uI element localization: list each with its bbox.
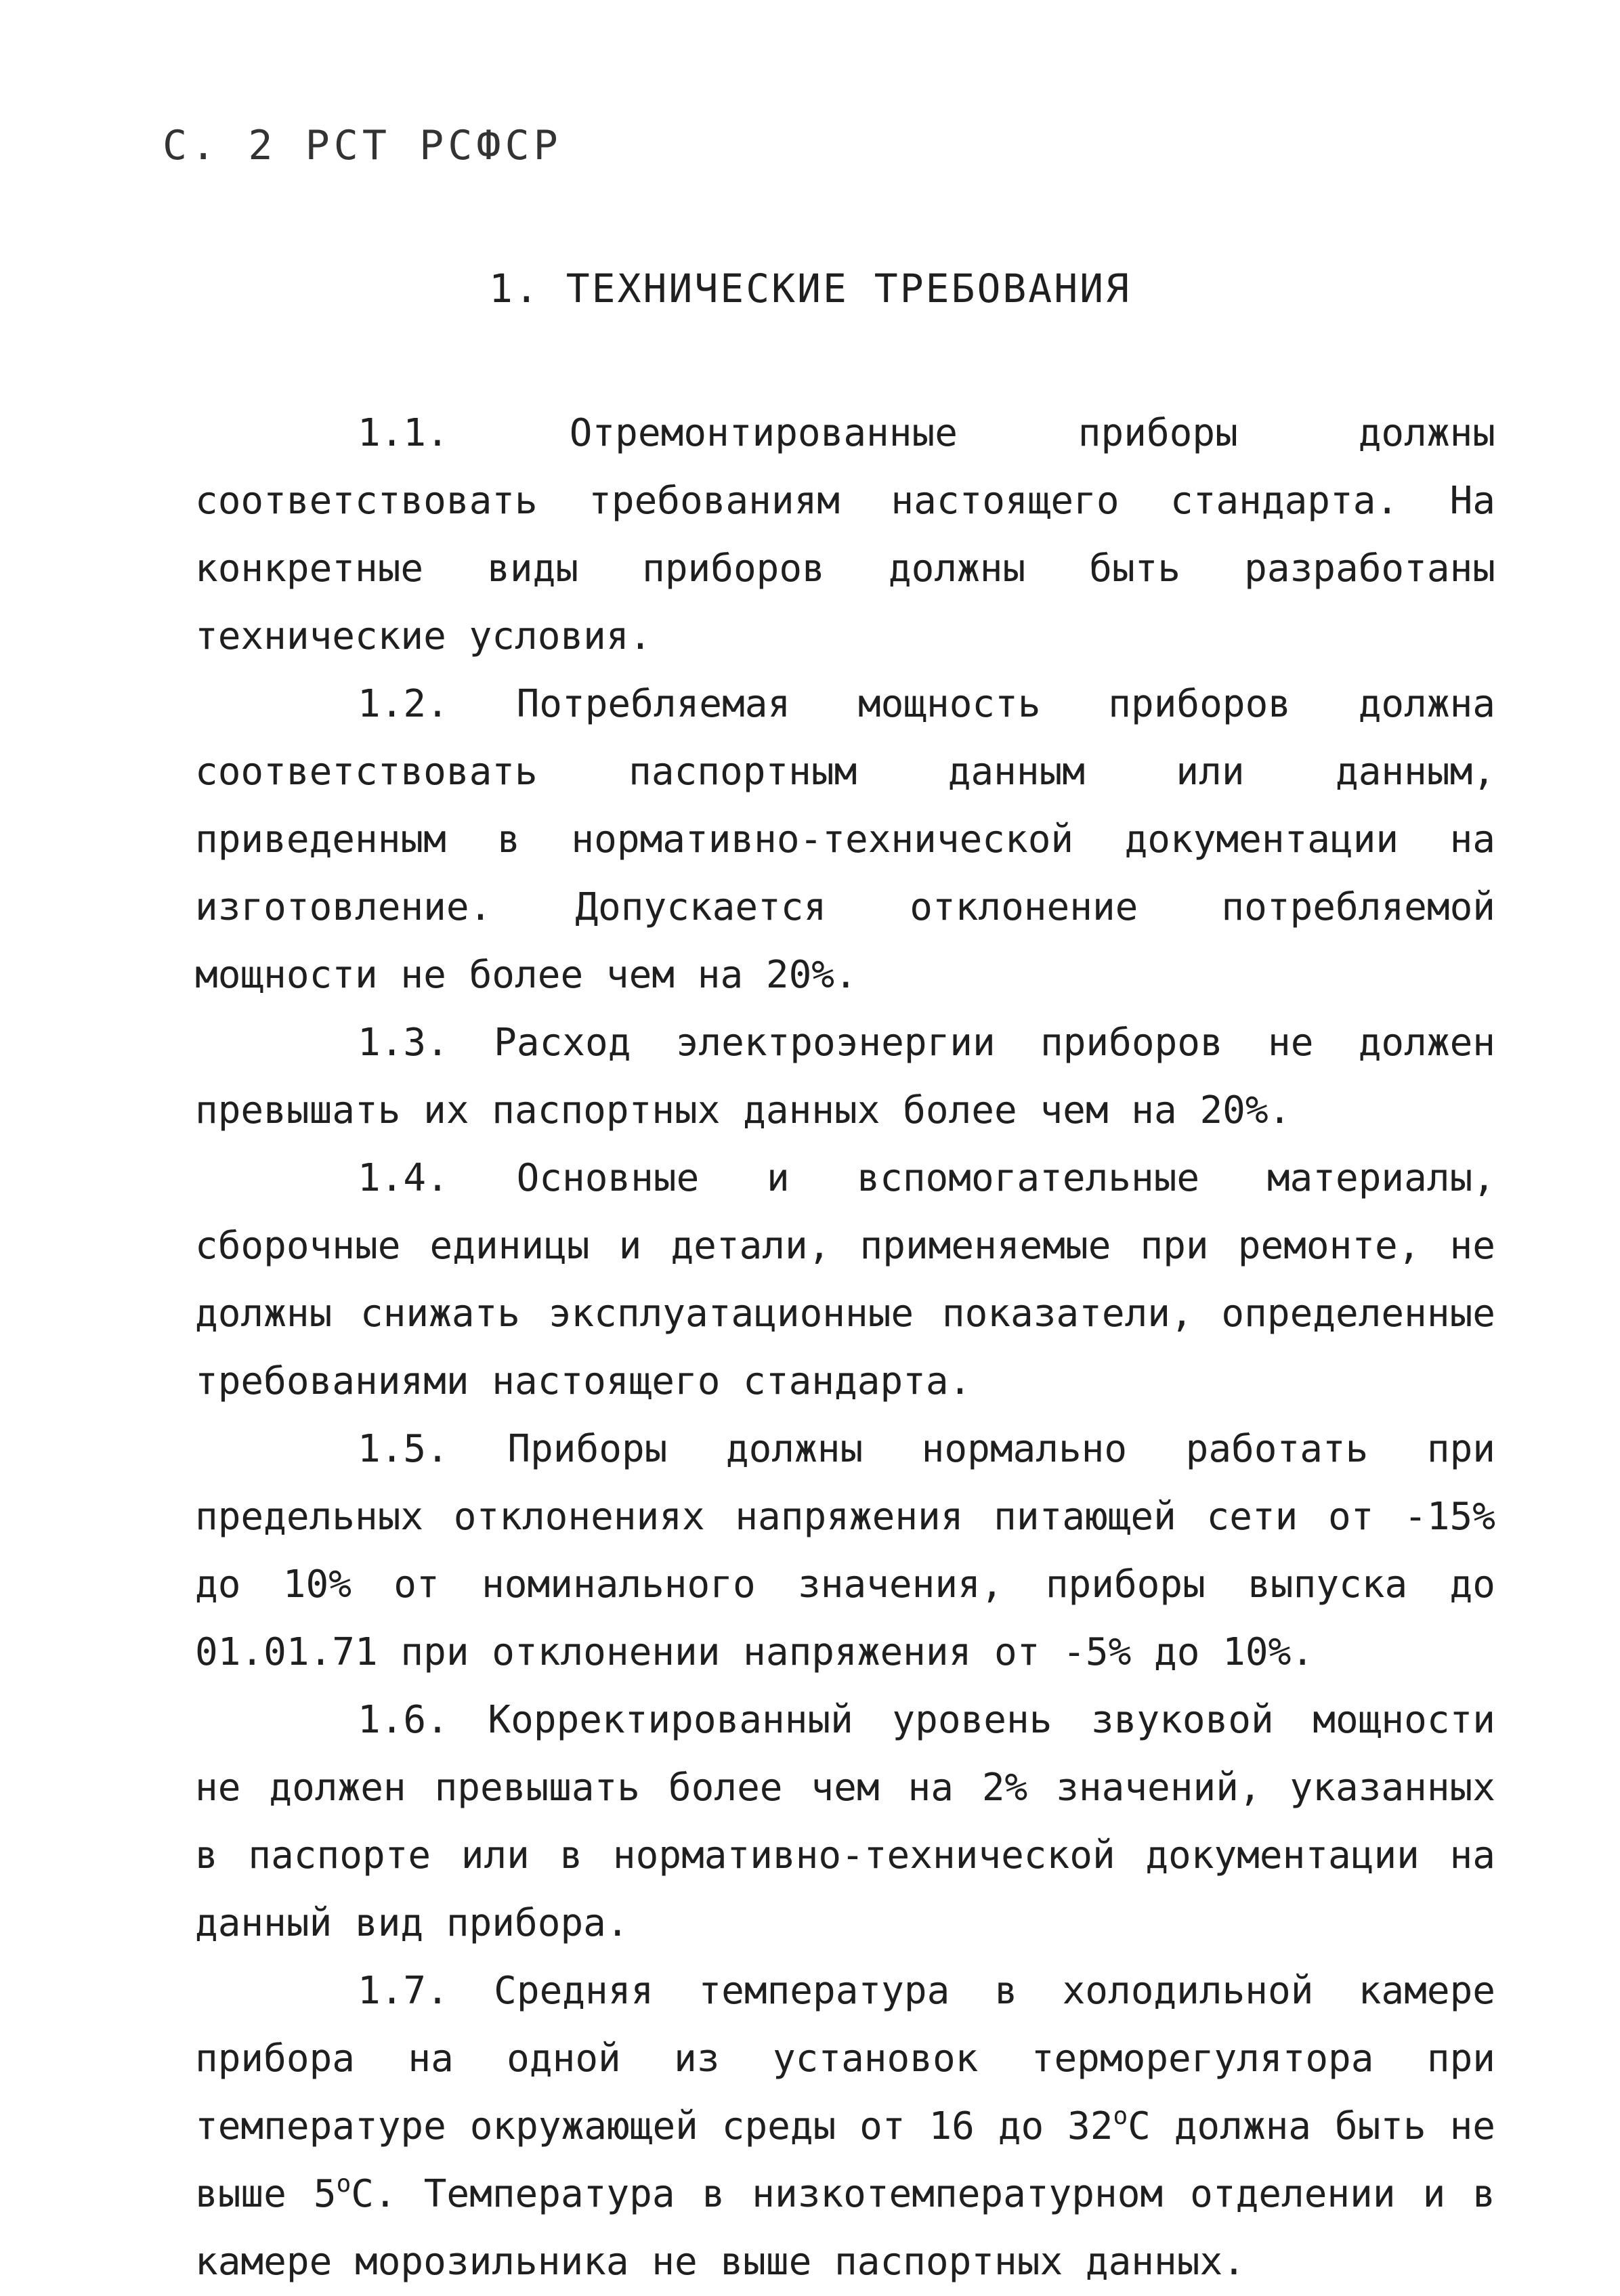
paragraph-1-7-part3: С. Температура в низкотемпературном отделении и в камере морозильника не выше паспортных данных. <box>195 2172 1495 2284</box>
paragraph-1-2: 1.2. Потребляемая мощность приборов должна соответствовать паспортным данным или данным, приведенным в нормативно-технической документации на изготовление. Допускается отклонение потребляемой мощности не более чем на 20%. <box>195 682 1495 997</box>
paragraph-1-7-part1: 1.7. Средняя температура в холодильной камере прибора на одной из установок терморегулятора при температуре окружающей среды от 16 до 32 <box>195 1969 1495 2148</box>
paragraph-1-4: 1.4. Основные и вспомогательные материалы, сборочные единицы и детали, применяемые при ремонте, не должны снижать эксплуатационные показатели, определенные требованиями настоящего стандарта. <box>195 1156 1495 1403</box>
paragraph-1-6: 1.6. Корректированный уровень звуковой мощности не должен превышать более чем на 2% значений, указанных в паспорте или в нормативно-технической документации на данный вид прибора. <box>195 1698 1495 1945</box>
section-title: 1. ТЕХНИЧЕСКИЕ ТРЕБОВАНИЯ <box>489 265 1131 312</box>
paragraph-1-7 <box>195 1957 1495 2296</box>
body-text <box>195 400 1495 2296</box>
degree-sign: o <box>1113 2102 1128 2130</box>
paragraph-1-1: 1.1. Отремонтированные приборы должны соответствовать требованиям настоящего стандарта. На конкретные виды приборов должны быть разработаны технические условия. <box>195 411 1495 658</box>
paragraph-1-5: 1.5. Приборы должны нормально работать при предельных отклонениях напряжения питающей сети от -15% до 10% от номинального значения, приборы выпуска до 01.01.71 при отклонении напряжения от -5% до 10%. <box>195 1427 1495 1674</box>
degree-sign: o <box>336 2170 351 2198</box>
paragraph-1-7-part2: С должна быть не выше 5 <box>195 2104 1496 2216</box>
paragraph-1-3: 1.3. Расход электроэнергии приборов не должен превышать их паспортных данных более чем на 20%. <box>195 1021 1495 1132</box>
page-header: С. 2 РСТ РСФСР <box>163 122 562 169</box>
